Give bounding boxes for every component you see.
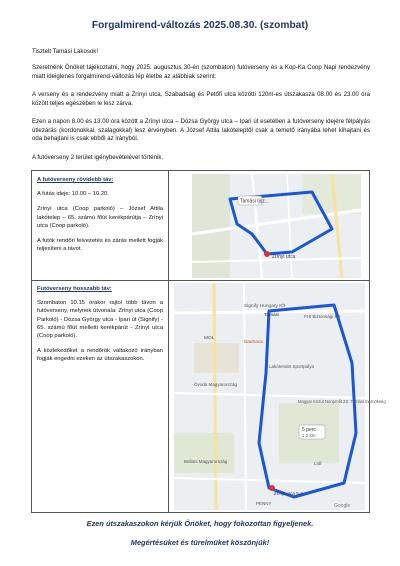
long-race-street-label: Zrínyi utca 5-2 [274, 491, 303, 496]
long-race-map [174, 283, 386, 510]
long-race-duration-label: 5 perc [302, 427, 316, 433]
long-race-penny-label: PENNY [256, 501, 272, 506]
long-race-sportpalya-label: Lakóterület Sportpálya [269, 364, 315, 369]
long-race-heading: Futóverseny hosszabb táv: [37, 286, 112, 292]
short-race-map-shop-label: Tamási Ijsz... [240, 198, 269, 205]
long-race-distance-label: 1,2 km [302, 433, 316, 438]
paragraph-closure: A verseny és a rendezvény miatt a Zrínyi utca, Szabadság és Petőfi utca közötti 120m-es útszakasza 08.00 és 23.00 óra között teljes egészében le lesz zárva. [32, 91, 370, 107]
long-race-signify-label: Signify Hungary Kft [244, 304, 286, 309]
google-logo-label: Google [334, 503, 351, 509]
long-race-fhi-label: FHI Biztonsági Kft [304, 314, 341, 319]
paragraph-intro: Szeretnénk Önöket tájékoztatni, hogy 2025. augusztus 30-én (szombaton) futóverseny és a Kop-Ka Coop Napi rendezvény miatt ideiglenes forgalmirend-változás lép életbe az alábbiak szerint: [32, 64, 370, 80]
long-race-ovoda-label: Óvoda Magyarország [194, 382, 238, 387]
short-race-escort: A futók rendőri felvezetés és zárás mellett fogják teljesíteni a távot. [37, 238, 163, 253]
long-race-cell [37, 285, 163, 371]
long-race-tamasi-label: Tamási [264, 313, 280, 318]
greeting: Tisztelt Tamási Lakosok! [32, 48, 99, 55]
table-divider-horizontal [32, 280, 369, 281]
long-race-mol-label: MOL [204, 336, 215, 341]
long-race-bauhaus-label: Bauhaus [244, 340, 263, 345]
short-race-heading: A futóverseny rövidebb táv: [37, 177, 114, 183]
footer-warning: Ezen útszakaszokon kérjük Önöket, hogy fokozottan figyeljenek. [86, 519, 314, 528]
long-race-traffic: A közlekedőket a rendőrök váltakozó irányban fogják engedni ezeken az útszakaszokon. [37, 348, 163, 363]
short-race-start-marker [264, 251, 270, 257]
short-race-map [192, 174, 361, 278]
long-race-route: Szombaton 10.15 órakor rajtol több távon a futóverseny, melynek útvonala: Zrínyi utca (Coop Parkoló) - Dózsa György utca - Ipari út (Signify) - 65. számú főút melletti kerékpárút - Zrínyi utca (Coop parkoló). [37, 300, 163, 340]
short-race-cell [37, 176, 163, 260]
paragraph-areas: A futóverseny 2 terület igénybevételével történik. [32, 154, 164, 161]
short-race-route: Zrínyi utca (Coop parkoló) – József Attila lakótelep – 65. számú főút kerékpárútja – Zrínyi utca (Coop parkoló). [37, 206, 163, 229]
long-race-kozut-label: Magyar Közút Nonprofit Zrt. Tamási mérnökség [298, 399, 386, 404]
long-race-bellani-label: Bellani Magyarország [184, 459, 228, 464]
page-title: Forgalmirend-változás 2025.08.30. (szombat) [91, 20, 309, 31]
paragraph-half-closure: Ezen a napon 8.00 és 13.00 óra között a Zrínyi utca – Dózsa György utca – Ipari út esetében a futóverseny idejére félpályás útlezárás (kordonokkal, szalagokkal) lesz érvényben. A József Attila lakóteleptől csak a temető irányába lehet kihajtani és oda behajtani is csak ebből az irányból. [32, 118, 370, 143]
short-race-map-street-label: Zrínyi utca [272, 254, 296, 260]
route-table [31, 170, 386, 513]
short-race-time: A futás ideje: 10.00 – 10.20. [37, 191, 109, 198]
long-race-lidl-label: Lidl [314, 462, 322, 467]
table-divider-vertical [168, 171, 169, 512]
footer-thanks: Megértésüket és türelmüket köszönjük! [130, 538, 270, 547]
